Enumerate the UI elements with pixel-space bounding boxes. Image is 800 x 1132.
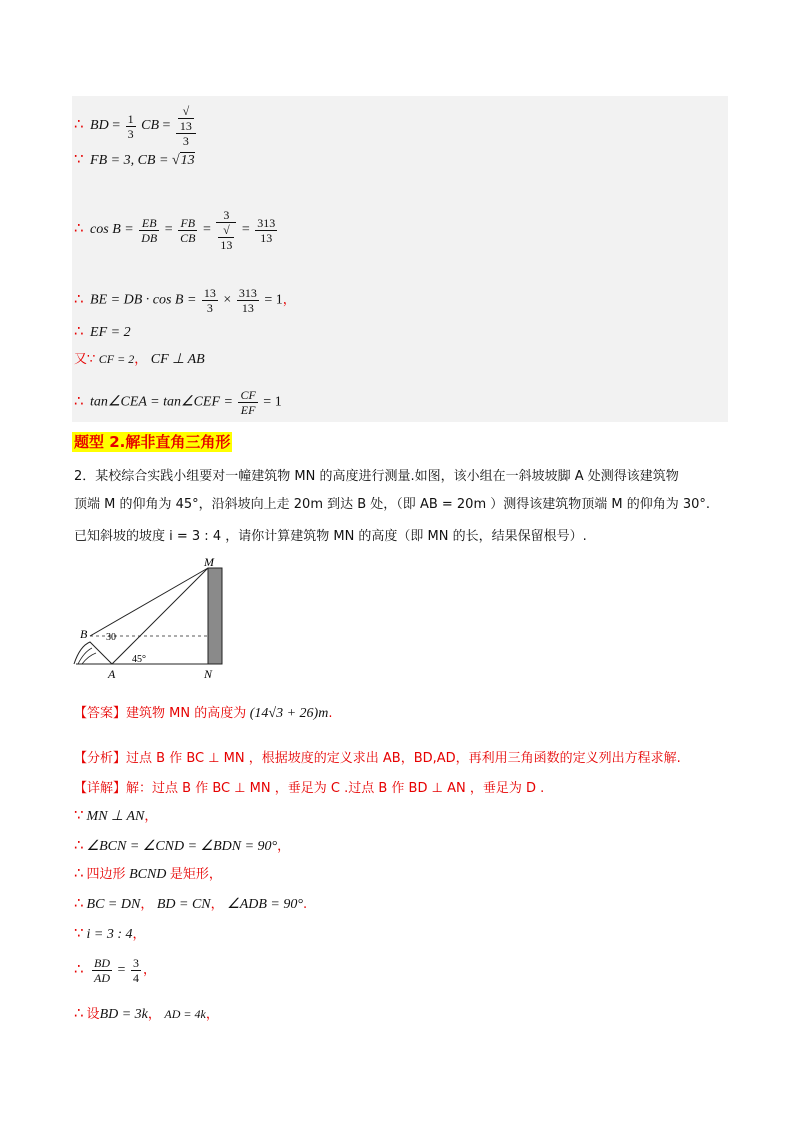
detail-step-4: ∴ BC = DN， BD = CN， ∠ADB = 90°. <box>74 894 308 912</box>
detail-step-5: ∵ i = 3 : 4， <box>74 924 146 942</box>
geometry-figure <box>70 558 240 688</box>
label-n: N <box>204 667 213 681</box>
problem-line-1: 2．某校综合实践小组要对一幢建筑物 MN 的高度进行测量.如图，该小组在一斜坡坡脚 A 处测得该建筑物 <box>74 469 679 484</box>
building-mn <box>208 568 222 664</box>
eq-line-cos: ∴ cos B = $\frac{EB}{DB}$ = $\frac{FB}{CB}$ = 3 √ 13 = $\frac{313}{13}$ <box>74 208 276 252</box>
fraction: √ 13 3 <box>176 104 196 148</box>
detail-step-7: ∴ 设BD = 3k， AD = 4k， <box>74 1004 219 1022</box>
label-angle-30: 30 <box>106 632 116 643</box>
label-b: B <box>80 627 88 641</box>
problem-line-3: 已知斜坡的坡度 i = 3 : 4 ，请你计算建筑物 MN 的高度（即 MN 的长，结果保留根号）. <box>74 529 587 544</box>
eq-line-cf: 又∵ CF = 2， CF ⊥ AB <box>74 352 205 367</box>
detail-step-6: ∴ $\frac{BD}{AD}$ = $\frac{3}{4}$ ， <box>74 956 156 985</box>
detail-step-2: ∴ ∠BCN = ∠CND = ∠BDN = 90°， <box>74 836 291 854</box>
eq-line-ef: ∴ EF = 2 <box>74 322 131 340</box>
answer-line: 【答案】建筑物 MN 的高度为 (14√3 + 26)m. <box>74 706 333 721</box>
detail-step-1: ∵ MN ⊥ AN， <box>74 806 158 824</box>
fraction: $\frac{1}{3}$ <box>127 111 134 141</box>
analysis-line: 【分析】过点 B 作 BC ⊥ MN ，根据坡度的定义求出 AB，BD,AD，再利用三角函数的定义列出方程求解. <box>74 751 681 766</box>
detail-line: 【详解】解：过点 B 作 BC ⊥ MN ，垂足为 C .过点 B 作 BD ⊥ AN ，垂足为 D . <box>74 781 545 796</box>
label-a: A <box>108 667 116 681</box>
sight-line-b <box>90 568 208 636</box>
eq-line-bd: ∴ BD = $\frac{1}{3}$ CB = √ 13 3 <box>74 104 198 148</box>
label-m: M <box>204 558 214 569</box>
sight-line-a <box>112 568 208 664</box>
eq-line-fb: ∵ FB = 3, CB = √13 <box>74 150 195 168</box>
section-title: 题型 2.解非直角三角形 <box>74 433 231 451</box>
eq-line-be: ∴ BE = DB · cos B = $\frac{13}{3}$ × $\frac{313}{13}$ = 1， <box>74 286 296 315</box>
eq-line-tan: ∴ tan∠CEA = tan∠CEF = $\frac{CF}{EF}$ = 1 <box>74 388 282 417</box>
detail-step-3: ∴ 四边形 BCND 是矩形， <box>74 864 222 882</box>
problem-line-2: 顶端 M 的仰角为 45°，沿斜坡向上走 20m 到达 B 处，（即 AB = 20m ）测得该建筑物顶端 M 的仰角为 30°. <box>74 497 711 512</box>
label-angle-45: 45° <box>132 654 146 665</box>
